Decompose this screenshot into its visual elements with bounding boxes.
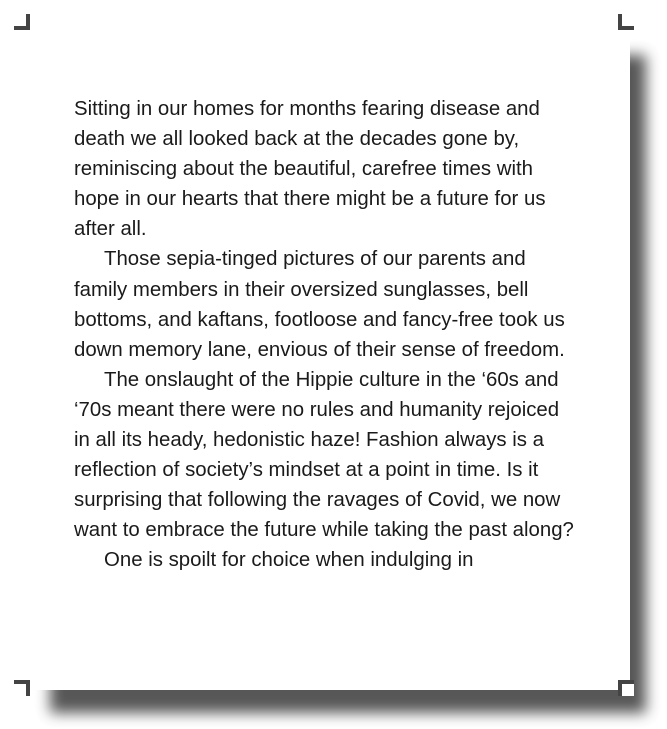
corner-notch-top-left [14,14,30,30]
paragraph-1: Sitting in our homes for months fearing disease and death we all looked back at the decades gone by, reminiscing about the beautiful, carefree times with hope in our hearts that there might be a future for us after all. [74,98,546,241]
paragraph-3: The onslaught of the Hippie culture in the ‘60s and ‘70s meant there were no rules and humanity rejoiced in all its heady, hedonistic haze! Fashion always is a reflection of society’s mindset at a point in time. Is it surprising that following the ravages of Covid, we now want to embrace the future while taking the past along? [74,368,574,542]
corner-notch-bottom-left [14,680,30,696]
paragraph-4: One is spoilt for choice when indulging in [104,549,474,572]
article-body [74,94,574,576]
corner-notch-bottom-right [618,680,634,696]
paragraph-2: Those sepia-tinged pictures of our parents and family members in their oversized sunglasses, bell bottoms, and kaftans, footloose and fancy-free took us down memory lane, envious of their sense of freedom. [74,248,565,361]
corner-notch-top-right [618,14,634,30]
